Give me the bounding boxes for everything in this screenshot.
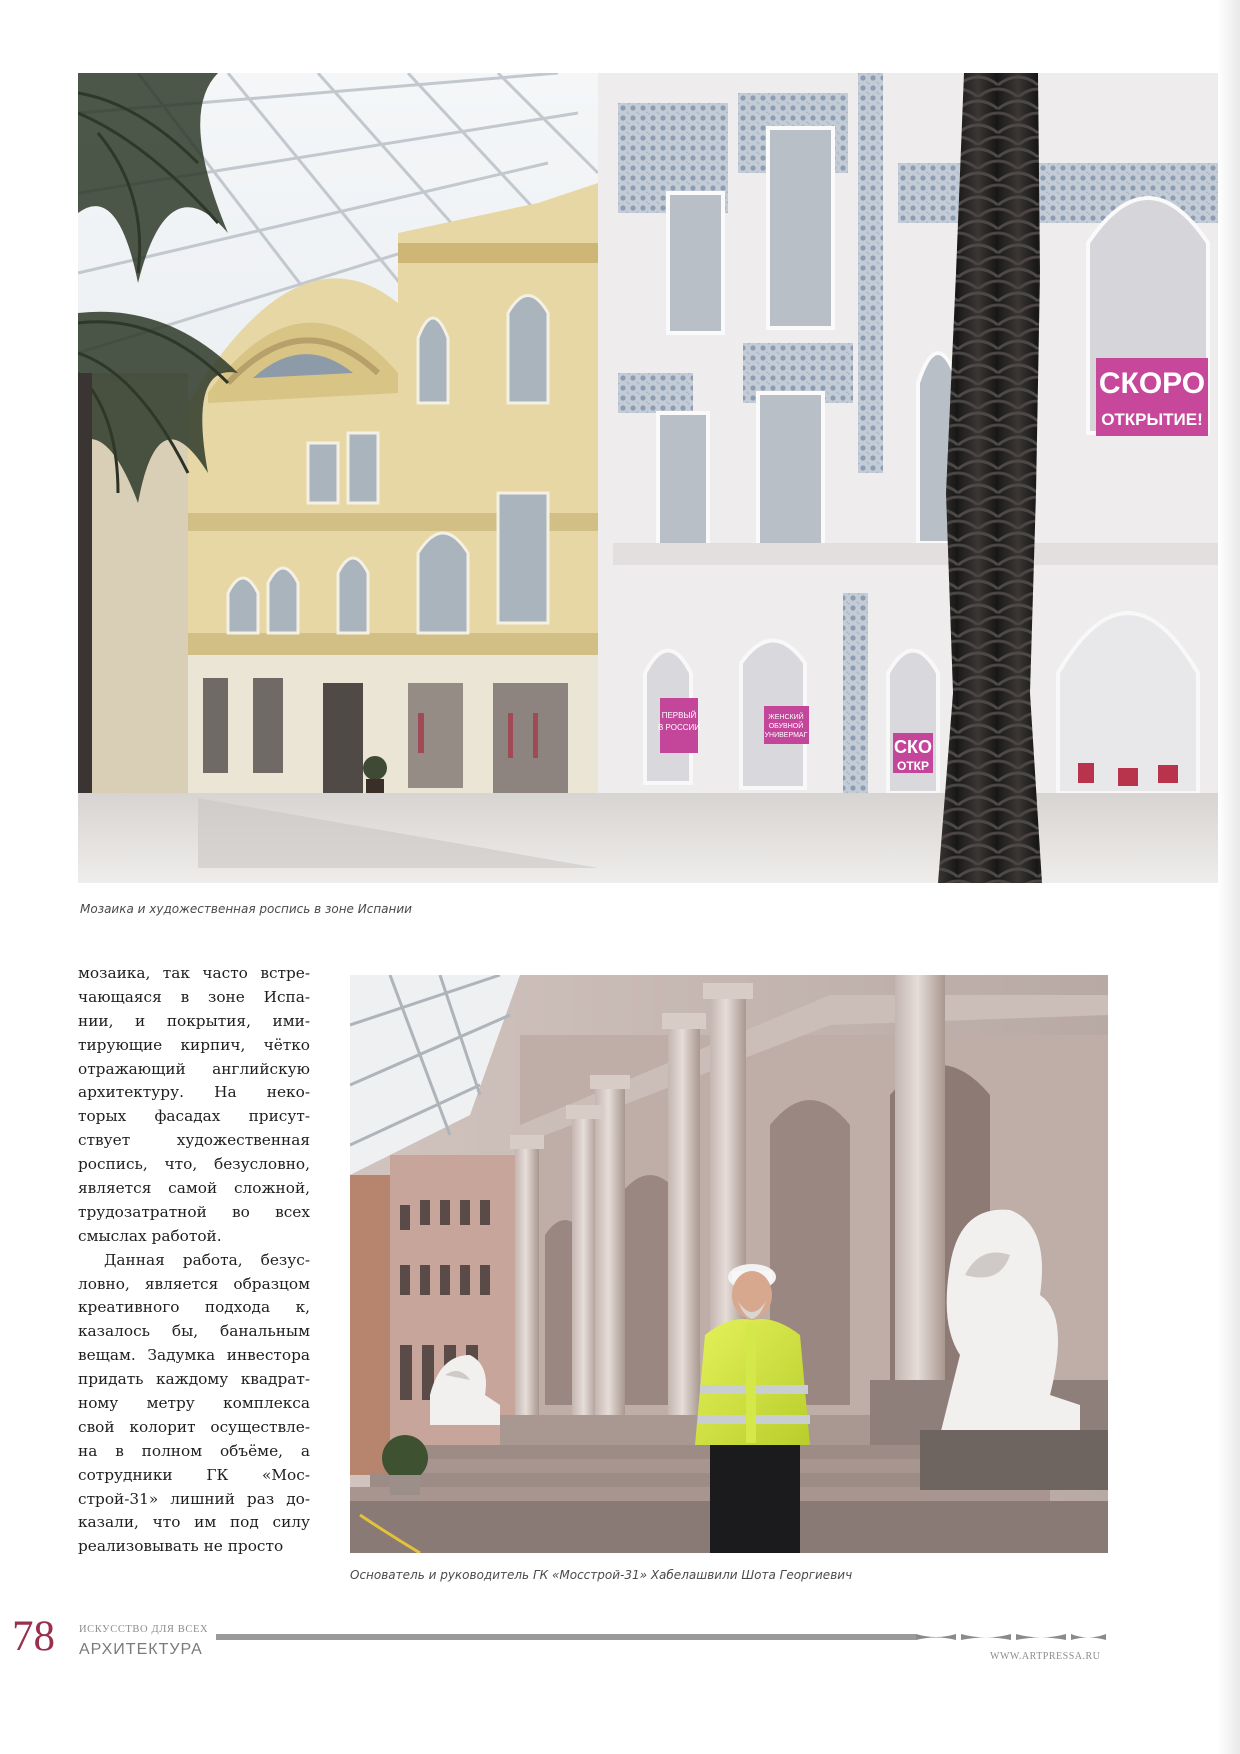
sign-soon-line2: ОТКРЫТИЕ! <box>1101 410 1203 429</box>
sign-first-line1: ПЕРВЫЙ <box>661 711 697 720</box>
article-line: является самой сложной, <box>78 1179 310 1198</box>
article-line: ловно, является образцом <box>78 1274 310 1293</box>
article-line: свой колорит осуществле- <box>78 1417 310 1436</box>
photo-caption-bottom: Основатель и руководитель ГК «Мосстрой-31» Хабелашвили Шота Георгиевич <box>350 1568 853 1582</box>
footer-ornament-rule <box>216 1632 1106 1642</box>
article-line: казали, что им под силу <box>78 1513 310 1532</box>
article-line: сотрудники ГК «Мос- <box>78 1465 310 1484</box>
article-line: чающаяся в зоне Испа- <box>78 987 310 1006</box>
article-line: на в полном объёме, а <box>78 1441 310 1460</box>
article-line: вещам. Задумка инвестора <box>78 1346 310 1365</box>
article-line: ствует художественная <box>78 1131 310 1150</box>
sign-soon-line1: СКОРО <box>1098 367 1206 400</box>
article-line: трудозатратной во всех <box>78 1202 310 1221</box>
sign-first-line2: В РОССИИ <box>658 723 700 732</box>
article-line: мозаика, так часто встре- <box>78 964 310 982</box>
photo-caption-top: Мозаика и художественная роспись в зоне Испании <box>80 902 412 916</box>
page-number: 78 <box>12 1613 55 1660</box>
article-line: Данная работа, безус- <box>104 1250 310 1269</box>
footer-magazine-name: ИСКУССТВО ДЛЯ ВСЕХ <box>79 1624 209 1635</box>
sign-store-line1: ЖЕНСКИЙ <box>768 714 804 721</box>
photo-spain-zone-facades <box>78 73 1218 883</box>
article-line: смыслах работой. <box>78 1226 222 1245</box>
article-line: придать каждому квадрат- <box>78 1370 310 1389</box>
page-edge-shadow <box>1218 0 1240 1754</box>
footer-section-title: АРХИТЕКТУРА <box>79 1641 203 1658</box>
photo-founder-portrait <box>350 975 1108 1553</box>
article-line: отражающий английскую <box>78 1059 310 1078</box>
article-text-column <box>78 962 310 1559</box>
article-line: казалось бы, банальным <box>78 1322 310 1341</box>
sign-store-line3: УНИВЕРМАГ <box>764 732 808 739</box>
article-line: строй-31» лишний раз до- <box>78 1489 310 1508</box>
article-line: креативного подхода к, <box>78 1298 310 1317</box>
article-line: тирующие кирпич, чётко <box>78 1035 310 1054</box>
article-line: торых фасадах присут- <box>78 1107 310 1126</box>
sign-partial-line2: ОТКР <box>897 759 929 773</box>
footer-website: WWW.ARTPRESSA.RU <box>990 1651 1101 1662</box>
article-line: архитектуру. На неко- <box>78 1083 310 1102</box>
sign-store-line2: ОБУВНОЙ <box>768 723 804 730</box>
article-line: ному метру комплекса <box>78 1394 310 1413</box>
article-line: реализовывать не просто <box>78 1537 284 1556</box>
sign-partial-line1: СКО <box>894 737 932 757</box>
article-line: нии, и покрытия, ими- <box>78 1011 310 1030</box>
article-line: роспись, что, безусловно, <box>78 1155 310 1174</box>
